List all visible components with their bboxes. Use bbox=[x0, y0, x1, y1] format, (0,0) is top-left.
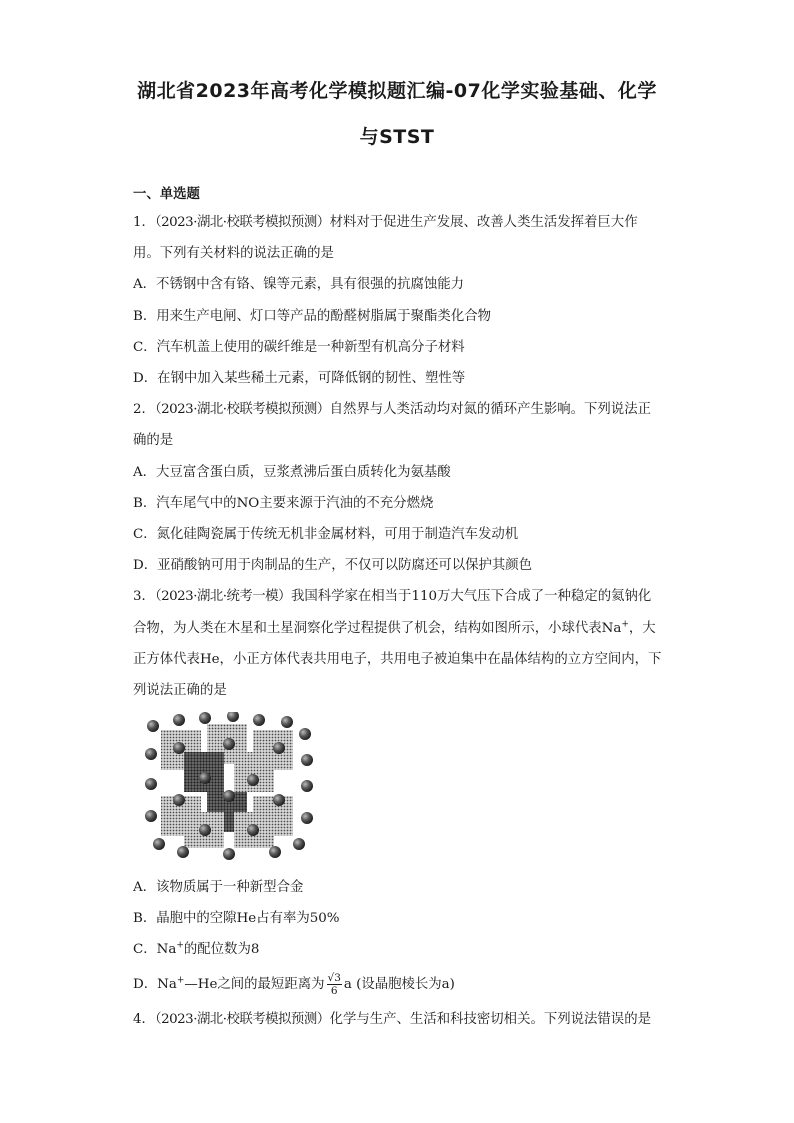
question-source: （2023·湖北·统考一模） bbox=[154, 589, 291, 605]
title-line-2: 与STST bbox=[359, 126, 435, 148]
question-number: 4． bbox=[133, 1011, 155, 1027]
question-4 bbox=[133, 1004, 663, 1035]
option-c bbox=[133, 934, 663, 965]
document-title bbox=[100, 68, 694, 160]
question-source: （2023·湖北·校联考模拟预测） bbox=[154, 1011, 330, 1027]
option-text: D．Na bbox=[133, 976, 177, 992]
crystal-structure-figure bbox=[139, 712, 319, 862]
option-d bbox=[133, 966, 663, 1004]
superscript: + bbox=[621, 619, 629, 630]
question-number: 3． bbox=[133, 589, 155, 605]
question-stem: 材料对于促进生产发展、改善人类生活发挥着巨大作用。下列有关材料的说法正确的是 bbox=[133, 215, 638, 262]
option-a: A．该物质属于一种新型合金 bbox=[133, 880, 304, 895]
option-text: 的配位数为8 bbox=[183, 942, 260, 958]
option-text: C．Na bbox=[133, 942, 177, 958]
fraction-denominator: 6 bbox=[330, 984, 338, 997]
option-a: A．大豆富含蛋白质，豆浆煮沸后蛋白质转化为氨基酸 bbox=[133, 464, 451, 480]
option-c: C．汽车机盖上使用的碳纤维是一种新型有机高分子材料 bbox=[133, 339, 465, 355]
question-source: （2023·湖北·校联考模拟预测） bbox=[154, 215, 330, 230]
question-stem: 化学与生产、生活和科技密切相关。下列说法错误的是 bbox=[329, 1011, 651, 1027]
option-b: B．用来生产电闸、灯口等产品的酚醛树脂属于聚酯类化合物 bbox=[133, 308, 491, 324]
questions-block-1 bbox=[133, 207, 663, 706]
section-heading: 一、单选题 bbox=[133, 187, 200, 202]
title-line-1: 湖北省2023年高考化学模拟题汇编-07化学实验基础、化学 bbox=[137, 80, 657, 102]
question-stem-part-2: ，大正方体代表He，小正方体代表共用电子，共用电子被迫集中在晶体结构的立方空间内，下列说法正确的是 bbox=[133, 620, 662, 699]
option-b: B．汽车尾气中的NO主要来源于汽油的不充分燃烧 bbox=[133, 495, 434, 511]
crystal-structure-diagram bbox=[139, 712, 319, 862]
question-number: 1． bbox=[133, 215, 155, 230]
option-a: A．不锈钢中含有铬、镍等元素，具有很强的抗腐蚀能力 bbox=[133, 277, 465, 293]
question-number: 2． bbox=[133, 402, 155, 418]
he-cube bbox=[184, 752, 224, 792]
option-d: D．在钢中加入某些稀土元素，可降低钢的韧性、塑性等 bbox=[133, 371, 466, 387]
he-cube bbox=[234, 752, 274, 792]
fraction-numerator: √3 bbox=[327, 971, 341, 984]
option-b: B．晶胞中的空隙He占有率为50% bbox=[133, 911, 340, 927]
question-source: （2023·湖北·校联考模拟预测） bbox=[154, 402, 330, 418]
fraction bbox=[327, 972, 342, 997]
superscript: + bbox=[176, 940, 184, 951]
option-d: D．亚硝酸钠可用于肉制品的生产，不仅可以防腐还可以保护其颜色 bbox=[133, 558, 533, 574]
question-stem-part-1: 我国科学家在相当于110万大气压下合成了一种稳定的氦钠化合物，为人类在木星和土星洞察化学过程提供了机会，结构如图所示，小球代表Na bbox=[133, 589, 652, 636]
option-c: C．氮化硅陶瓷属于传统无机非金属材料，可用于制造汽车发动机 bbox=[133, 527, 519, 543]
question-2 bbox=[133, 394, 663, 456]
option-text: —He之间的最短距离为 bbox=[184, 976, 325, 992]
question-stem: 自然界与人类活动均对氮的循环产生影响。下列说法正确的是 bbox=[133, 402, 651, 449]
question-3 bbox=[133, 581, 663, 706]
question-1 bbox=[133, 207, 663, 269]
superscript: + bbox=[176, 975, 185, 986]
option-text: a (设晶胞棱长为a) bbox=[343, 976, 455, 992]
questions-block-2 bbox=[133, 872, 663, 1035]
